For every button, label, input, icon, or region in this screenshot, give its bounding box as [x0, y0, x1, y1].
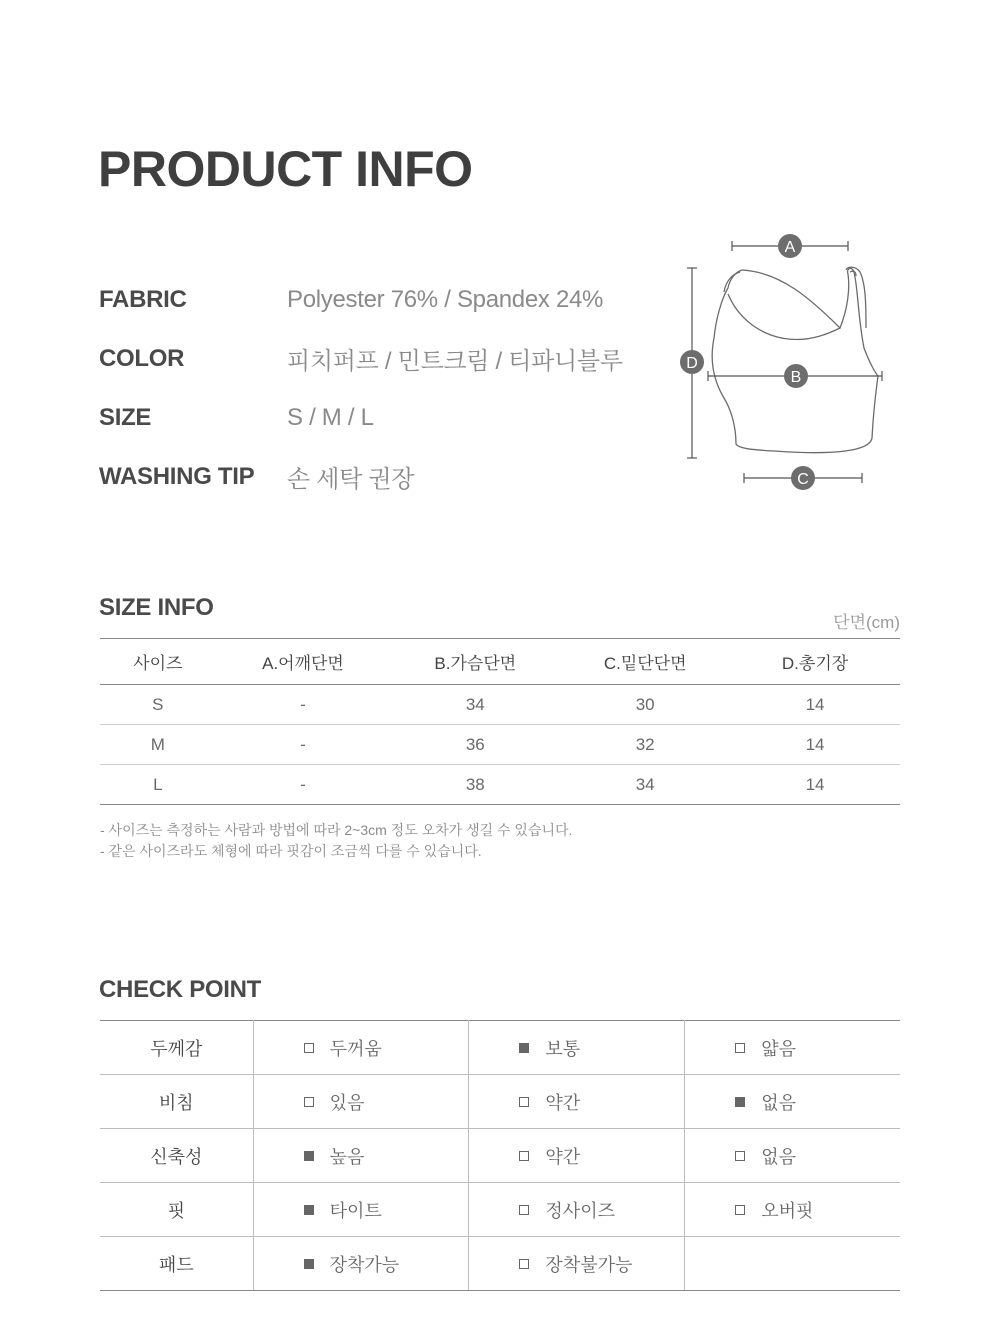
check-row-label: 패드 — [100, 1237, 253, 1291]
empty-cell — [685, 1237, 900, 1291]
table-row — [100, 765, 900, 805]
check-row-label: 두께감 — [100, 1021, 253, 1075]
length-cell: 14 — [730, 765, 900, 805]
size-header-hem: C.밑단단면 — [560, 639, 730, 685]
checkbox-checked-icon — [304, 1205, 314, 1215]
info-row-fabric — [99, 270, 659, 329]
check-option: 정사이즈 — [469, 1197, 683, 1223]
marker-a-label: A — [784, 239, 796, 256]
fabric-label: FABRIC — [99, 285, 187, 313]
check-row-stretch — [100, 1129, 900, 1183]
check-option: 장착가능 — [254, 1251, 468, 1277]
checkbox-checked-icon — [735, 1097, 745, 1107]
shoulder-cell: - — [216, 765, 391, 805]
info-row-washing-tip — [99, 447, 659, 506]
check-option: 약간 — [469, 1089, 683, 1115]
size-table-header-row — [100, 639, 900, 685]
size-info-title: SIZE INFO — [99, 594, 214, 621]
checkbox-unchecked-icon — [519, 1097, 529, 1107]
marker-b-label: B — [790, 369, 802, 386]
table-row — [100, 725, 900, 765]
shoulder-cell: - — [216, 685, 391, 725]
checkbox-unchecked-icon — [735, 1043, 745, 1053]
size-note-2: - 같은 사이즈라도 체형에 따라 핏감이 조금씩 다를 수 있습니다. — [100, 843, 482, 859]
unit-note: 단면(cm) — [833, 613, 900, 632]
checkbox-unchecked-icon — [735, 1205, 745, 1215]
size-header-shoulder: A.어깨단면 — [216, 639, 391, 685]
color-label: COLOR — [99, 344, 185, 372]
checkbox-unchecked-icon — [735, 1151, 745, 1161]
checkbox-unchecked-icon — [304, 1097, 314, 1107]
check-row-sheerness — [100, 1075, 900, 1129]
length-cell: 14 — [730, 685, 900, 725]
size-cell: S — [100, 685, 216, 725]
color-value: 피치퍼프 / 민트크림 / 티파니블루 — [287, 348, 623, 375]
size-header-length: D.총기장 — [730, 639, 900, 685]
check-option: 약간 — [469, 1143, 683, 1169]
info-row-size — [99, 388, 659, 447]
hem-cell: 32 — [560, 725, 730, 765]
marker-c-label: C — [797, 471, 809, 488]
checkbox-checked-icon — [304, 1259, 314, 1269]
check-option: 높음 — [254, 1143, 468, 1169]
size-cell: L — [100, 765, 216, 805]
check-row-label: 신축성 — [100, 1129, 253, 1183]
size-value: S / M / L — [287, 403, 374, 431]
size-note-1: - 사이즈는 측정하는 사람과 방법에 따라 2~3cm 정도 오차가 생길 수 있습니다. — [100, 822, 573, 838]
info-row-color — [99, 329, 659, 388]
check-option: 오버핏 — [685, 1197, 899, 1223]
check-option: 없음 — [685, 1143, 899, 1169]
checkbox-unchecked-icon — [519, 1151, 529, 1161]
size-header-chest: B.가슴단면 — [390, 639, 560, 685]
check-option: 타이트 — [254, 1197, 468, 1223]
check-option: 얇음 — [685, 1035, 899, 1061]
marker-d-label: D — [686, 355, 698, 372]
garment-measurement-diagram — [670, 228, 910, 498]
checkbox-checked-icon — [519, 1043, 529, 1053]
chest-cell: 38 — [390, 765, 560, 805]
hem-cell: 30 — [560, 685, 730, 725]
check-option: 없음 — [685, 1089, 899, 1115]
size-notes — [100, 820, 572, 862]
checkbox-unchecked-icon — [519, 1205, 529, 1215]
bra-top-outline-icon — [712, 267, 878, 452]
chest-cell: 34 — [390, 685, 560, 725]
check-point-table — [100, 1020, 900, 1291]
check-option: 보통 — [469, 1035, 683, 1061]
chest-cell: 36 — [390, 725, 560, 765]
check-row-pad — [100, 1237, 900, 1291]
size-table — [100, 638, 900, 805]
check-option: 장착불가능 — [469, 1251, 683, 1277]
check-row-label: 핏 — [100, 1183, 253, 1237]
check-row-thickness — [100, 1021, 900, 1075]
check-row-label: 비침 — [100, 1075, 253, 1129]
checkbox-checked-icon — [304, 1151, 314, 1161]
shoulder-cell: - — [216, 725, 391, 765]
page-title: PRODUCT INFO — [98, 141, 473, 197]
checkbox-unchecked-icon — [519, 1259, 529, 1269]
check-row-fit — [100, 1183, 900, 1237]
fabric-value: Polyester 76% / Spandex 24% — [287, 285, 604, 313]
check-option: 두꺼움 — [254, 1035, 468, 1061]
checkbox-unchecked-icon — [304, 1043, 314, 1053]
length-cell: 14 — [730, 725, 900, 765]
washing-tip-value: 손 세탁 권장 — [287, 466, 415, 493]
size-label: SIZE — [99, 403, 152, 431]
hem-cell: 34 — [560, 765, 730, 805]
washing-tip-label: WASHING TIP — [99, 462, 255, 490]
table-row — [100, 685, 900, 725]
product-info-list — [99, 270, 659, 506]
size-cell: M — [100, 725, 216, 765]
check-point-title: CHECK POINT — [99, 976, 262, 1003]
check-option: 있음 — [254, 1089, 468, 1115]
size-header-size: 사이즈 — [100, 639, 216, 685]
